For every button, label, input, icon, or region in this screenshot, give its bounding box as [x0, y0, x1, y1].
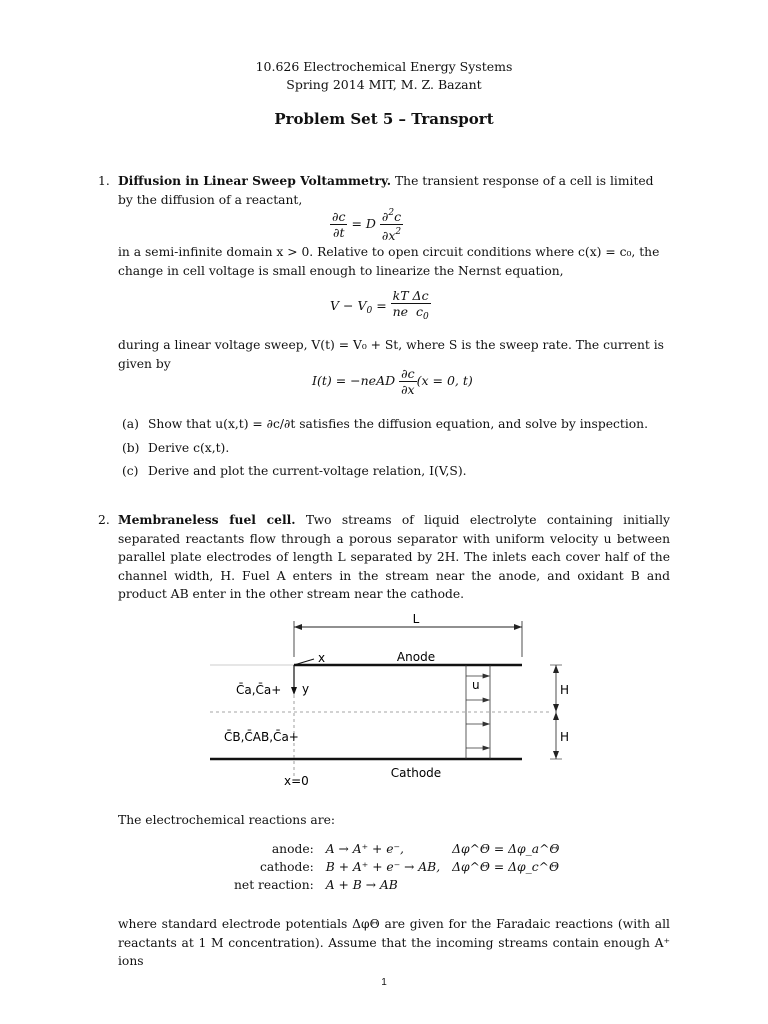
label-L: L: [412, 612, 420, 626]
reaction-row-anode: [228, 840, 566, 858]
problem-2-body-text: Two streams of liquid electrolyte containing initially separated reactants flow through a porous separator with uniform velocity u between parallel plate electrodes of length L separated by 2H. The inlets each cover half of the channel width, H. Fuel A enters in the stream near the anode, and oxidant B and product AB enter in the other stream near the cathode.: [118, 513, 670, 601]
label-inlet-top: C̄a,C̄a+: [236, 683, 282, 697]
item-a-label: (a): [122, 417, 139, 431]
problem-1-sweep-text: during a linear voltage sweep, V(t) = V₀ + St, where S is the sweep rate. The current is given by: [118, 338, 664, 371]
reaction-equation: B + A⁺ + e⁻ → AB,: [325, 860, 441, 874]
current-equation: I(t) = −neAD $\frac{\partial c}{\partial x}$ (x = 0, t): [312, 366, 473, 397]
reaction-potential: Δφ^Θ = Δφ_c^Θ: [452, 860, 560, 874]
problem-2-body: [118, 511, 670, 604]
length-arrow-left: [294, 624, 302, 630]
reaction-equation: A + B → AB: [325, 878, 398, 892]
problem-2-number: 2.: [98, 513, 110, 527]
label-x: x: [318, 651, 326, 665]
problem-1-number: 1.: [98, 174, 110, 188]
problem-2-heading: Membraneless fuel cell.: [118, 512, 296, 527]
term-line: Spring 2014 MIT, M. Z. Bazant: [286, 77, 482, 92]
reaction-label: cathode:: [259, 860, 314, 874]
label-u: u: [472, 678, 480, 692]
channel-diagram: [210, 605, 590, 795]
reaction-potential: Δφ^Θ = Δφ_a^Θ: [452, 842, 560, 856]
label-H-top: H: [560, 683, 570, 697]
item-c-label: (c): [122, 464, 139, 478]
label-inlet-bottom: C̄B,C̄AB,C̄a+: [224, 730, 299, 744]
problem-2-closing: where standard electrode potentials ΔφΘ are given for the Faradaic reactions (with all reactants at 1 M concentration). Assume that the incoming streams contain enough A⁺ ions: [118, 917, 670, 968]
label-cathode: Cathode: [390, 766, 442, 780]
item-c-text: Derive and plot the current-voltage relation, I(V,S).: [148, 464, 467, 478]
problem-1-domain-text: in a semi-infinite domain x > 0. Relative to open circuit conditions where c(x) = c₀, the change in cell voltage is small enough to linearize the Nernst equation,: [118, 245, 660, 278]
length-arrow-right: [514, 624, 522, 630]
page-title: Problem Set 5 – Transport: [274, 110, 494, 128]
problem-1-intro: [118, 172, 670, 209]
label-y: y: [302, 682, 310, 696]
y-axis-arrowhead: [291, 687, 297, 695]
reaction-label: net reaction:: [234, 878, 314, 892]
reaction-row-cathode: [228, 858, 566, 876]
item-b-text: Derive c(x,t).: [148, 441, 230, 455]
reaction-equation: A → A⁺ + e⁻,: [325, 842, 404, 856]
item-b-label: (b): [122, 441, 140, 455]
problem-1-heading: Diffusion in Linear Sweep Voltammetry.: [118, 173, 392, 188]
course-line: 10.626 Electrochemical Energy Systems: [255, 59, 513, 74]
problem-1-intro-text: The transient response of a cell is limited by the diffusion of a reactant,: [118, 174, 654, 207]
reaction-table: [228, 840, 566, 894]
reaction-potential: [446, 876, 565, 894]
reaction-label: anode:: [271, 842, 314, 856]
label-x0: x=0: [284, 774, 309, 788]
reaction-row-net: [228, 876, 566, 894]
diffusion-equation: $\frac{\partial c}{\partial t}$ = D $\frac{\partial^2c}{\partial x^2}$: [332, 208, 402, 243]
label-anode: Anode: [396, 650, 436, 664]
item-a-text: Show that u(x,t) = ∂c/∂t satisfies the diffusion equation, and solve by inspection.: [148, 417, 649, 431]
page-number: 1: [381, 977, 387, 988]
label-H-bottom: H: [560, 730, 570, 744]
reactions-intro: The electrochemical reactions are:: [118, 813, 336, 827]
nernst-equation: $V - V_0$ = $\frac{\text{kT Δc}}{ne c_0}$: [330, 288, 429, 322]
